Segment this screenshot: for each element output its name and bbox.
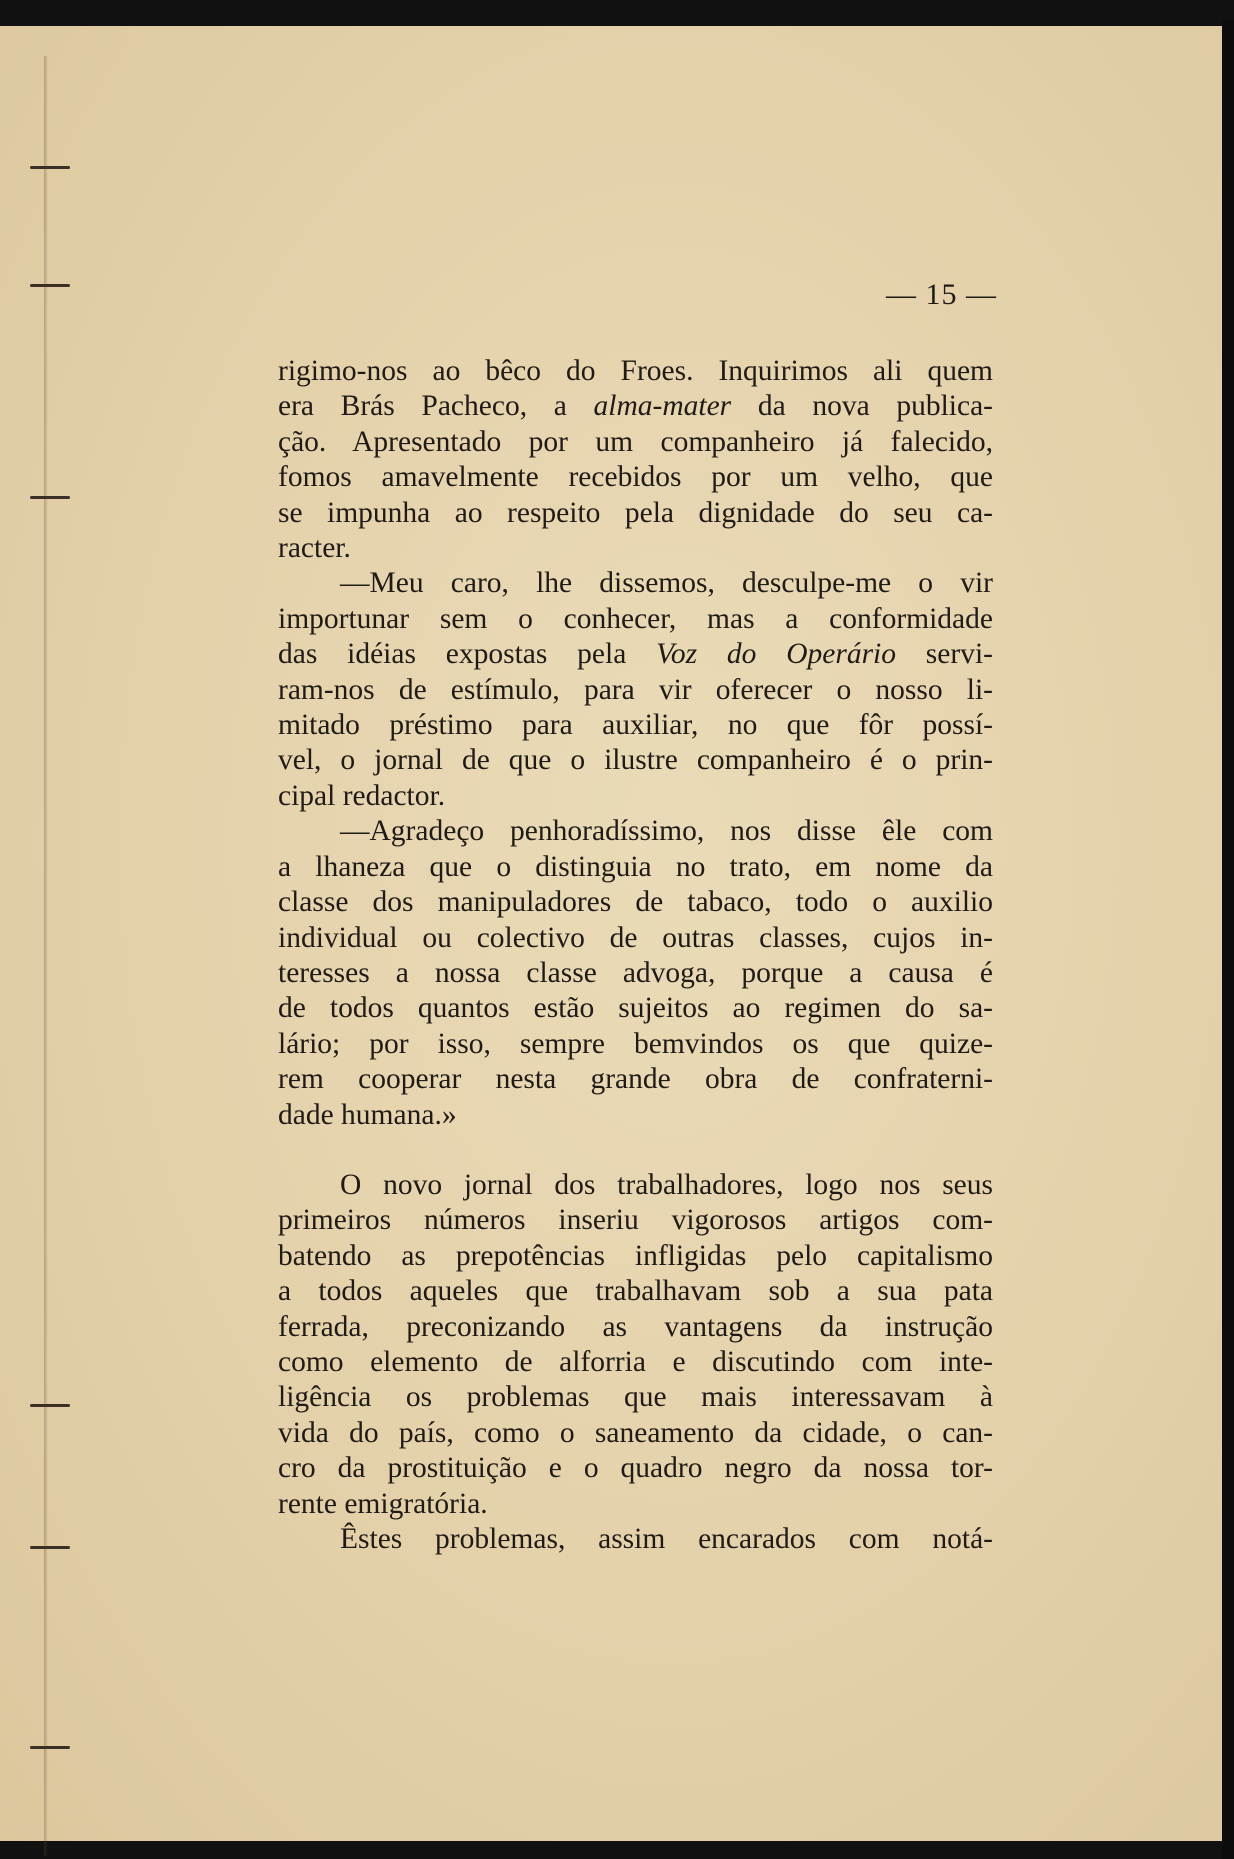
italic-term: alma-mater <box>593 390 732 423</box>
text-line: de todos quantos estão sujeitos ao regimen do sa- <box>278 992 993 1025</box>
text-line: rem cooperar nesta grande obra de confraterni- <box>278 1063 993 1096</box>
text-line: ligência os problemas que mais interessavam à <box>278 1381 993 1414</box>
section-gap <box>278 1133 993 1168</box>
text-line: importunar sem o conhecer, mas a conformidade <box>278 602 993 635</box>
text-line: racter. <box>278 532 351 565</box>
text-line: das idéias expostas pela Voz do Operário servi- <box>278 638 993 671</box>
italic-term: Voz do Operário <box>656 638 896 671</box>
text-line: cro da prostituição e o quadro negro da nossa tor- <box>278 1452 993 1485</box>
text-line: individual ou colectivo de outras classes, cujos in- <box>278 921 993 954</box>
text-line: se impunha ao respeito pela dignidade do seu ca- <box>278 496 993 529</box>
page-number: — 15 — <box>886 278 997 311</box>
page-edge-shadow <box>1222 20 1234 1859</box>
text-line: era Brás Pacheco, a alma-mater da nova publica- <box>278 390 993 423</box>
text-line: lário; por isso, sempre bemvindos os que quize- <box>278 1027 993 1060</box>
text-line: —Agradeço penhoradíssimo, nos disse êle com <box>340 815 993 848</box>
text-line: dade humana.» <box>278 1098 457 1131</box>
binding-shadow <box>44 56 48 1856</box>
binding-stitch <box>30 1546 70 1549</box>
book-page <box>0 26 1222 1841</box>
text-line: Êstes problemas, assim encarados com notá- <box>340 1523 993 1555</box>
text-line: primeiros números inseriu vigorosos artigos com- <box>278 1204 993 1237</box>
binding-stitch <box>30 496 70 499</box>
text-line: teresses a nossa classe advoga, porque a causa é <box>278 956 993 989</box>
text-line: a todos aqueles que trabalhavam sob a sua pata <box>278 1275 993 1308</box>
body-text <box>278 354 993 1557</box>
text-line: como elemento de alforria e discutindo com inte- <box>278 1345 993 1378</box>
text-line: ção. Apresentado por um companheiro já falecido, <box>278 425 993 458</box>
text-line: cipal redactor. <box>278 779 446 812</box>
text-line: fomos amavelmente recebidos por um velho, que <box>278 461 993 494</box>
binding-stitch <box>30 1746 70 1749</box>
text-line: vida do país, como o saneamento da cidade, o can- <box>278 1416 993 1449</box>
text-line: mitado préstimo para auxiliar, no que fôr possí- <box>278 709 993 742</box>
text-line: rente emigratória. <box>278 1487 488 1520</box>
text-line: ferrada, preconizando as vantagens da instrução <box>278 1310 993 1343</box>
text-line: rigimo-nos ao bêco do Froes. Inquirimos ali quem <box>278 355 993 387</box>
text-line: a lhaneza que o distinguia no trato, em nome da <box>278 850 993 883</box>
text-line: —Meu caro, lhe dissemos, desculpe-me o vir <box>340 567 993 600</box>
text-line: batendo as prepotências infligidas pelo capitalismo <box>278 1239 993 1272</box>
binding-stitch <box>30 284 70 287</box>
text-line: classe dos manipuladores de tabaco, todo o auxilio <box>278 886 993 919</box>
text-line: O novo jornal dos trabalhadores, logo nos seus <box>340 1168 993 1201</box>
binding-stitch <box>30 166 70 169</box>
binding-stitch <box>30 1404 70 1407</box>
text-line: ram-nos de estímulo, para vir oferecer o nosso li- <box>278 673 993 706</box>
text-line: vel, o jornal de que o ilustre companheiro é o prin- <box>278 744 993 777</box>
